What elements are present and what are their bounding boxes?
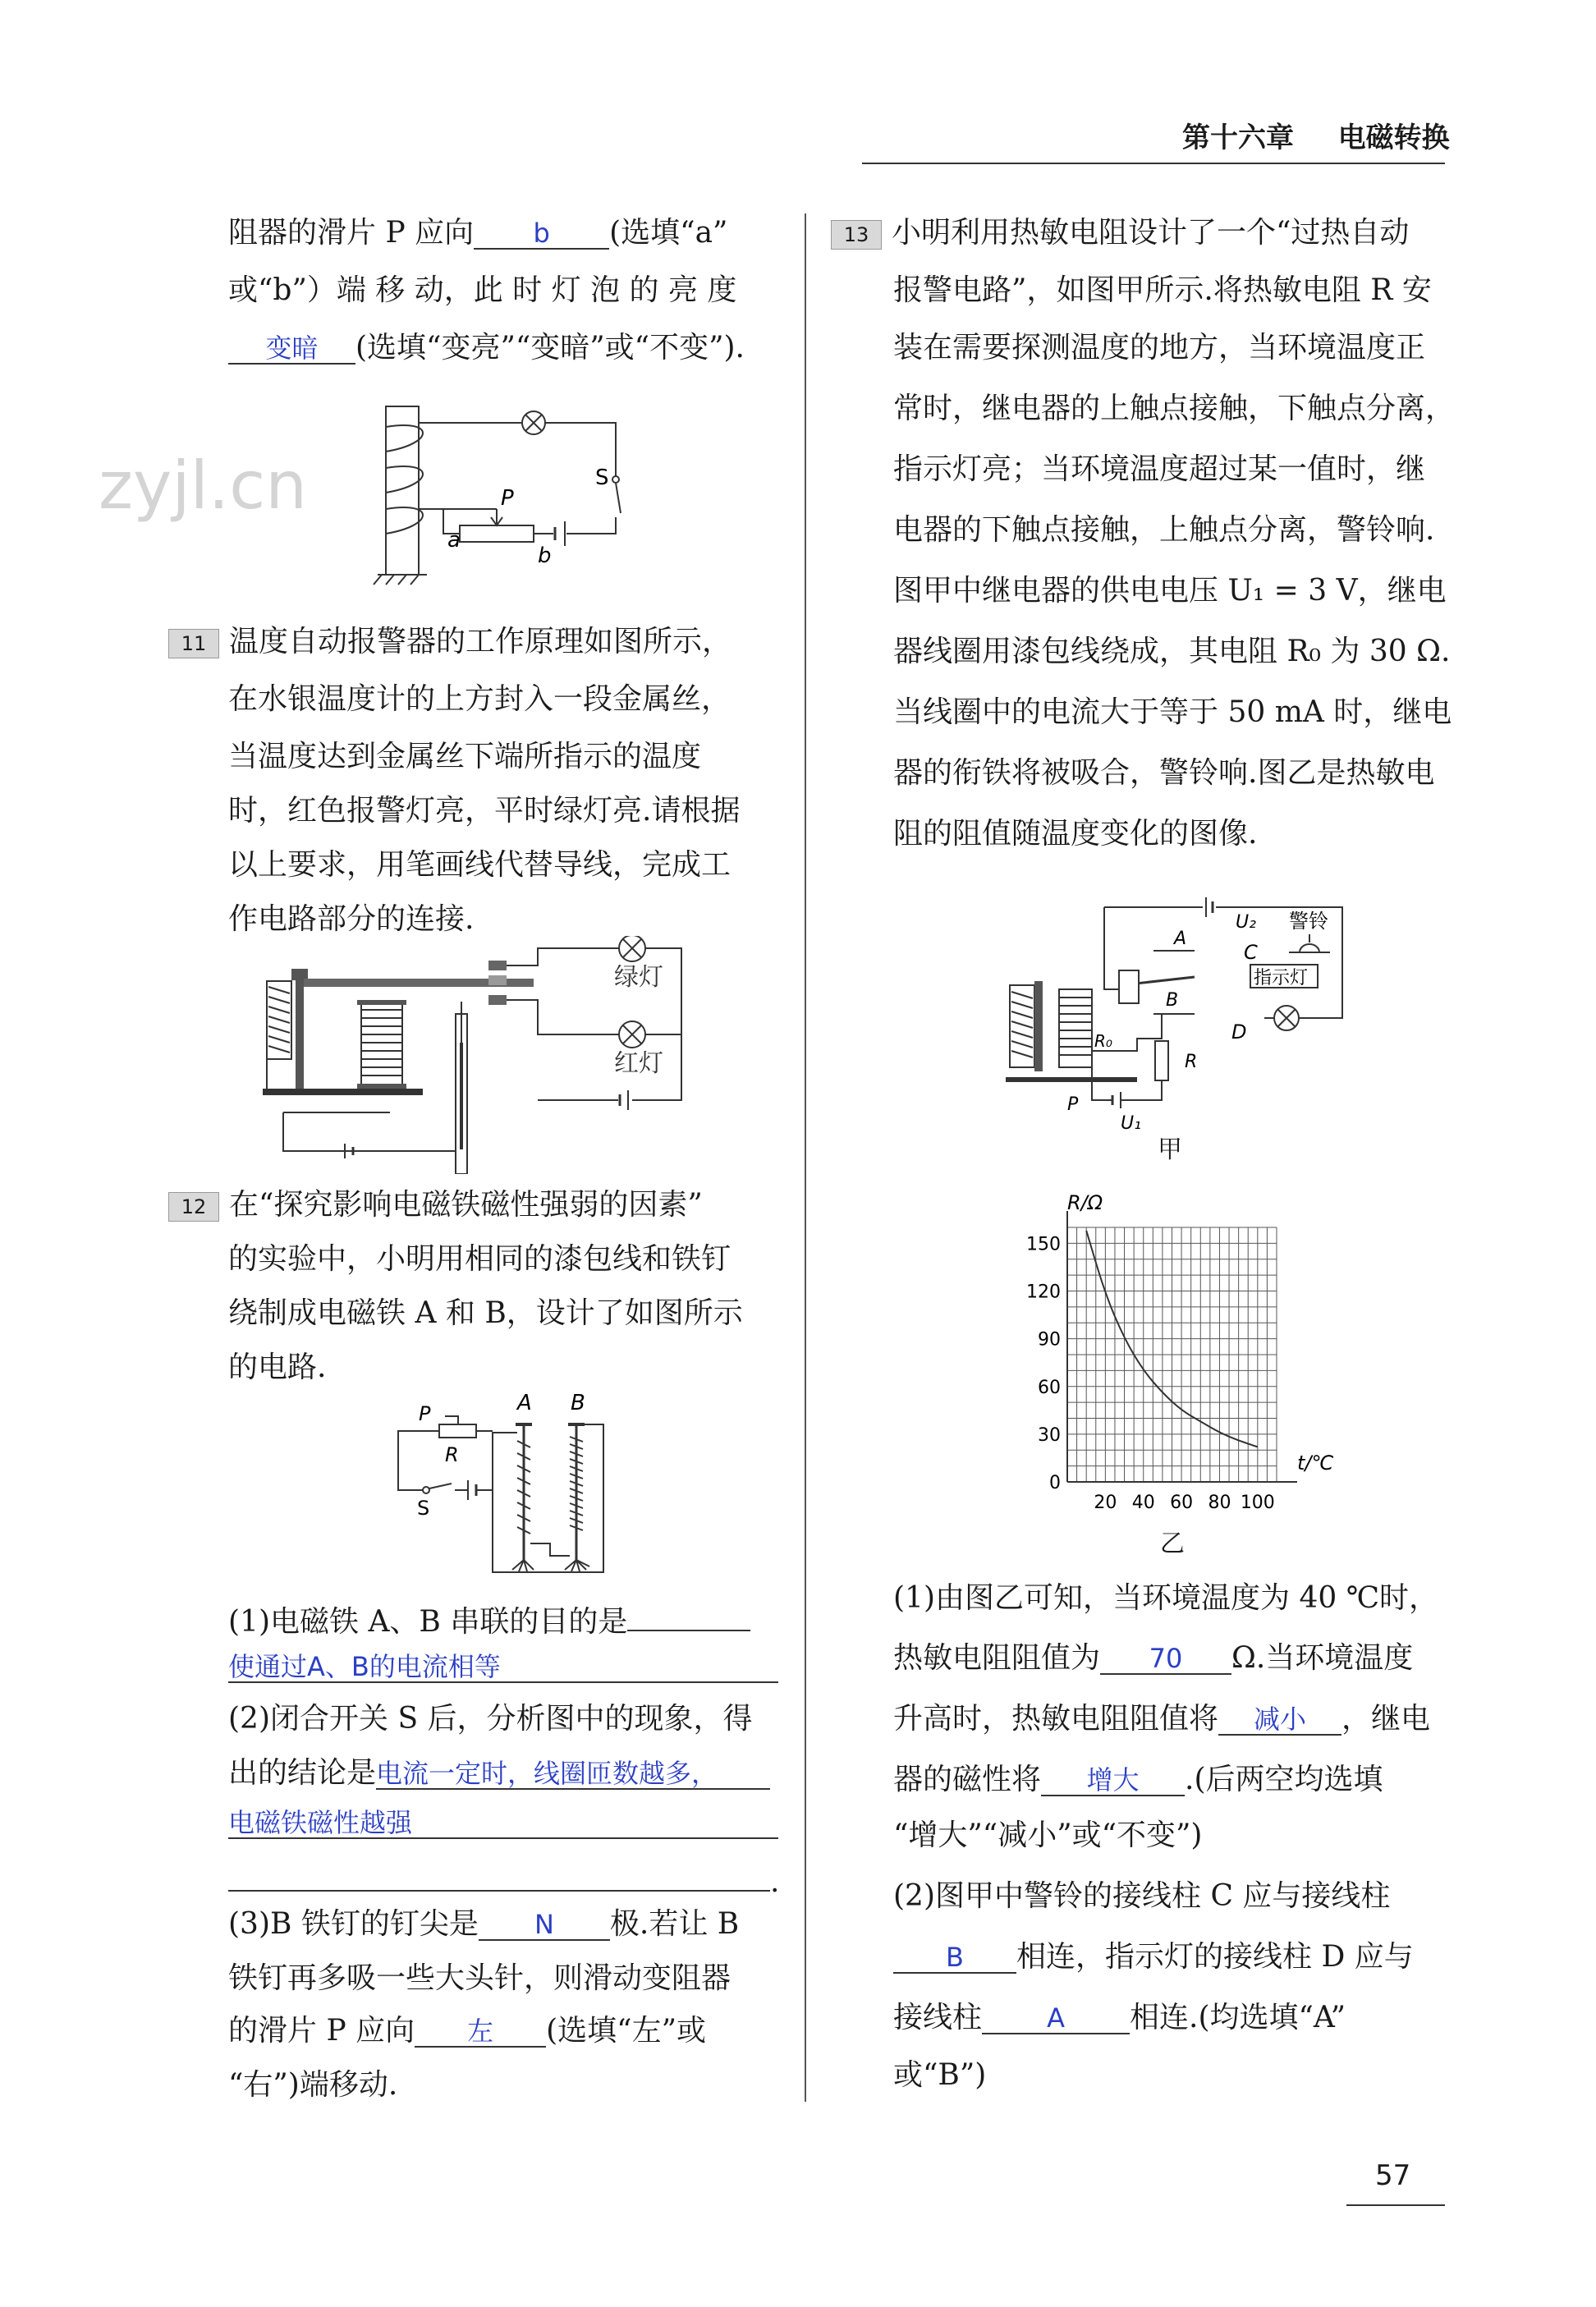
x-tick-label: 80 <box>1208 1493 1231 1513</box>
x-tick-label: 60 <box>1170 1493 1194 1513</box>
y-tick-label: 30 <box>1038 1424 1061 1446</box>
fig-label-bell: 警铃 <box>1289 910 1328 933</box>
y-tick-label: 0 <box>1049 1473 1061 1493</box>
x-tick-label: 40 <box>1131 1493 1155 1513</box>
q13-p1-line5: “增大”“减小”或“不变”) <box>893 1819 1203 1852</box>
fig-label-P: P <box>1067 1094 1079 1115</box>
q11-line-5: 作电路部分的连接. <box>228 902 475 936</box>
fig-label-b: b <box>538 543 552 568</box>
q11-line-4: 以上要求，用笔画线代替导线，完成工 <box>228 848 732 882</box>
fig-label-S: S <box>595 466 609 490</box>
thermistor <box>1155 1041 1168 1080</box>
fig-label-red: 红灯 <box>614 1049 663 1078</box>
y-tick-label: 60 <box>1038 1377 1061 1398</box>
fig-label-R: R <box>1185 1052 1198 1072</box>
chapter-header <box>1182 115 1450 155</box>
x-tick-label: 100 <box>1240 1493 1275 1513</box>
q13-line-1: 报警电路”，如图甲所示.将热敏电阻 R 安 <box>893 273 1432 307</box>
q12-line-0: 12 在“探究影响电磁铁磁性强弱的因素” <box>168 1187 703 1223</box>
q13-p2-line4: 或“B”) <box>893 2058 987 2092</box>
q13-p1-line1: (1)由图乙可知，当环境温度为 40 ℃时， <box>893 1581 1438 1615</box>
q13-line-7: 器线圈用漆包线绕成，其电阻 R₀ 为 30 Ω. <box>893 635 1451 668</box>
q13-p1-line2: 热敏电阻阻值为 70 Ω.当环境温度 <box>893 1641 1414 1675</box>
chart-grid <box>1067 1227 1277 1482</box>
q12-number: 12 <box>168 1192 219 1222</box>
fig2-caption: 乙 <box>1160 1530 1185 1558</box>
q13-answer-3: 增大 <box>1086 1764 1140 1796</box>
q12-p3-line4: “右”)端移动. <box>228 2068 398 2102</box>
fig-label-P: P <box>419 1402 431 1425</box>
q13-number: 13 <box>831 220 882 250</box>
fig-label-R: R <box>445 1443 459 1466</box>
q13-answer-2: 减小 <box>1254 1704 1307 1735</box>
q13-line-4: 指示灯亮；当环境温度超过某一值时，继 <box>893 452 1426 486</box>
q12-p3-line1: (3)B 铁钉的钉尖是 N 极.若让 B <box>228 1907 740 1941</box>
fig-label-lamp: 指示灯 <box>1254 968 1309 988</box>
rheostat <box>460 525 534 542</box>
q13-line-5: 电器的下触点接触，上触点分离，警铃响. <box>893 513 1435 547</box>
iron-core <box>386 406 419 575</box>
q10-circuit-figure <box>369 394 649 599</box>
fig-label-green: 绿灯 <box>614 963 663 992</box>
y-tick-label: 120 <box>1026 1282 1061 1303</box>
q13-line-9: 器的衔铁将被吸合，警铃响.图乙是热敏电 <box>893 756 1435 790</box>
fig-label-R0: R₀ <box>1094 1031 1112 1051</box>
q13-line-0: 13 小明利用热敏电阻设计了一个“过热自动 <box>831 215 1409 251</box>
q10-line3: 变暗 (选填“变亮”“变暗”或“不变”). <box>228 330 745 366</box>
q12-electromagnet-figure <box>386 1392 649 1580</box>
q13-line-10: 阻的阻值随温度变化的图像. <box>893 817 1258 851</box>
q12-p1-line: (1)电磁铁 A、B 串联的目的是 <box>228 1597 750 1640</box>
y-axis-label: R/Ω <box>1067 1191 1103 1214</box>
q13-p2-line3: 接线柱 A 相连.(均选填“A” <box>893 2001 1346 2034</box>
q12-line-1: 的实验中，小明用相同的漆包线和铁钉 <box>228 1242 732 1276</box>
q13-answer-5: A <box>1047 2002 1065 2034</box>
q10-line2: 或“b”）端 移 动，此 时 灯 泡 的 亮 度 <box>228 273 737 307</box>
x-tick-label: 20 <box>1094 1493 1117 1513</box>
q12-p3-line3: 的滑片 P 应向 左 (选填“左”或 <box>228 2014 706 2048</box>
q13-line-2: 装在需要探测温度的地方，当环境温度正 <box>893 331 1426 365</box>
q13-p2-line2: B 相连，指示灯的接线柱 D 应与 <box>893 1939 1414 1975</box>
watermark: zyjl.cn <box>99 447 307 524</box>
fig-label-B: B <box>1166 990 1179 1011</box>
q12-p2-line2: 出的结论是电流一定时，线圈匝数越多， <box>228 1755 770 1791</box>
q13-p1-line4: 器的磁性将 增大 .(后两空均选填 <box>893 1763 1383 1796</box>
q12-p2-line4: . <box>228 1857 779 1901</box>
q13-line-8: 当线圈中的电流大于等于 50 mA 时，继电 <box>893 695 1452 729</box>
q12-answer-3a: N <box>534 1909 554 1940</box>
fig-label-B: B <box>571 1392 585 1415</box>
q11-line-3: 时，红色报警灯亮，平时绿灯亮.请根据 <box>228 794 741 828</box>
q13-line-6: 图甲中继电器的供电电压 U₁ = 3 V，继电 <box>893 574 1447 608</box>
q13-p2-line1: (2)图甲中警铃的接线柱 C 应与接线柱 <box>893 1879 1391 1913</box>
fig-label-D: D <box>1231 1020 1247 1043</box>
y-tick-label: 90 <box>1038 1329 1061 1351</box>
chapter-number: 第十六章 <box>1182 122 1294 154</box>
q12-line-2: 绕制成电磁铁 A 和 B，设计了如图所示 <box>228 1296 743 1330</box>
fig-label-U2: U₂ <box>1236 912 1256 933</box>
page-number: 57 <box>1375 2159 1411 2192</box>
coil <box>386 425 423 534</box>
fig-label-S: S <box>417 1497 430 1520</box>
q12-answer-2b: 电磁铁磁性越强 <box>228 1807 413 1838</box>
column-divider <box>805 213 806 2102</box>
q13-answer-4: B <box>946 1942 964 1973</box>
x-axis-label: t/℃ <box>1297 1452 1334 1475</box>
q13-p1-line3: 升高时，热敏电阻阻值将 减小 ，继电 <box>893 1702 1431 1736</box>
header-rule <box>862 163 1445 164</box>
q12-p2-line3 <box>228 1805 778 1841</box>
thermistor-chart <box>998 1186 1383 1515</box>
q11-number: 11 <box>168 629 219 658</box>
fig-label-P: P <box>501 486 514 511</box>
fig-label-A: A <box>1174 929 1187 949</box>
q12-answer-3b: 左 <box>467 2016 494 2047</box>
y-tick-label: 150 <box>1026 1234 1061 1255</box>
q13-line-3: 常时，继电器的上触点接触，下触点分离， <box>893 392 1456 425</box>
chapter-title: 电磁转换 <box>1337 122 1450 154</box>
fig-label-a: a <box>447 528 461 553</box>
q12-p1-answer-line <box>228 1649 778 1685</box>
q12-answer-1: 使通过A、B的电流相等 <box>228 1651 501 1682</box>
q12-line-3: 的电路. <box>228 1351 327 1384</box>
q12-p3-line2: 铁钉再多吸一些大头针，则滑动变阻器 <box>228 1961 732 1995</box>
q10-answer-1: b <box>533 218 550 249</box>
fig-label-U1: U₁ <box>1121 1113 1141 1134</box>
fig1-caption: 甲 <box>1158 1135 1182 1164</box>
q12-p2-line1: (2)闭合开关 S 后，分析图中的现象，得 <box>228 1702 753 1736</box>
rheostat <box>439 1424 476 1438</box>
q11-alarm-figure <box>259 936 702 1174</box>
q13-answer-1: 70 <box>1149 1643 1183 1674</box>
fig-label-C: C <box>1244 941 1258 964</box>
bell-icon <box>1300 944 1319 952</box>
q10-line1: 阻器的滑片 P 应向 b (选填“a” <box>228 216 728 250</box>
q11-line-2: 当温度达到金属丝下端所指示的温度 <box>228 740 702 773</box>
q11-line-0: 11 温度自动报警器的工作原理如图所示， <box>168 624 732 660</box>
q10-answer-2: 变暗 <box>265 333 319 364</box>
page-number-rule <box>1346 2204 1445 2206</box>
q13-circuit-figure <box>998 895 1359 1141</box>
fig-label-A: A <box>517 1392 532 1415</box>
q11-line-1: 在水银温度计的上方封入一段金属丝， <box>228 682 732 716</box>
q12-answer-2a: 电流一定时，线圈匝数越多， <box>376 1758 718 1789</box>
